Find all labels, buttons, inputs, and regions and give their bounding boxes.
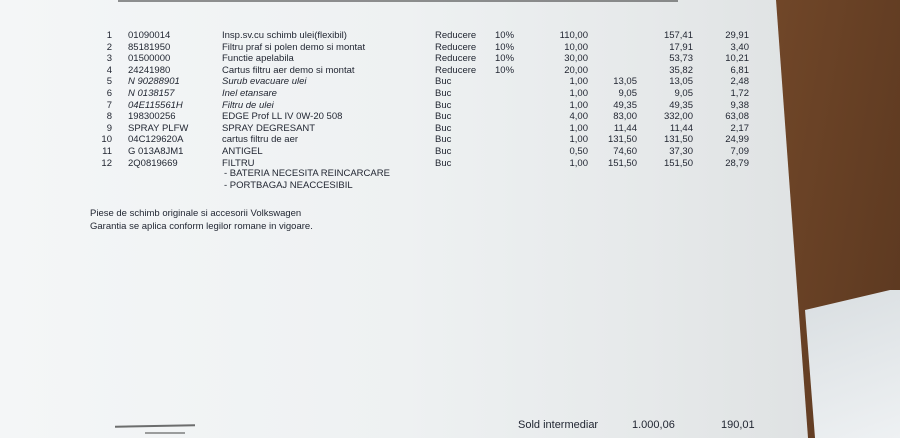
unit-or-discount: Buc: [435, 76, 452, 88]
table-row: [0, 123, 800, 135]
unit-or-discount: Reducere: [435, 30, 477, 41]
quantity-or-value: 110,00: [559, 30, 588, 41]
quantity-or-value: 1,00: [569, 99, 588, 111]
discount-percent: 10%: [495, 30, 515, 41]
table-row: [0, 76, 800, 88]
discount-percent: 10%: [495, 41, 515, 53]
row-index: 12: [101, 157, 112, 169]
net-amount: 332,00: [663, 111, 693, 123]
item-description: ANTIGEL: [222, 146, 263, 157]
vat-amount: 24,99: [725, 134, 749, 146]
subtotal-vat: 190,01: [721, 419, 755, 431]
vat-amount: 2,48: [730, 76, 749, 88]
item-description: Inel etansare: [222, 88, 277, 99]
quantity-or-value: 1,00: [569, 88, 588, 99]
quantity-or-value: 0,50: [569, 146, 588, 157]
vat-amount: 10,21: [725, 53, 749, 65]
discount-percent: 10%: [495, 53, 515, 65]
vat-amount: 29,91: [725, 30, 749, 41]
net-amount: 53,73: [669, 53, 693, 65]
vat-amount: 1,72: [730, 88, 749, 99]
table-row: [0, 30, 800, 42]
unit-or-discount: Buc: [435, 88, 452, 99]
row-index: 7: [106, 99, 112, 111]
net-amount: 49,35: [669, 99, 693, 111]
row-index: 1: [106, 30, 112, 41]
unit-price: 151,50: [607, 157, 637, 169]
quantity-or-value: 1,00: [569, 134, 588, 146]
unit-price: 74,60: [613, 146, 637, 157]
unit-or-discount: Buc: [435, 146, 452, 157]
table-row: [0, 65, 800, 77]
signature-mark: [145, 432, 185, 434]
row-index: 2: [106, 41, 112, 53]
quantity-or-value: 30,00: [564, 53, 588, 65]
net-amount: 11,44: [669, 122, 693, 134]
unit-price: 9,05: [618, 88, 637, 99]
net-amount: 151,50: [663, 157, 693, 169]
header-divider-line: [118, 0, 678, 2]
item-description: Functie apelabila: [222, 53, 294, 65]
row-index: 5: [106, 76, 112, 88]
quantity-or-value: 10,00: [564, 41, 588, 53]
row-index: 9: [106, 122, 112, 134]
table-row: [0, 158, 800, 170]
net-amount: 157,41: [663, 30, 693, 41]
unit-or-discount: Buc: [435, 111, 452, 123]
item-description: cartus filtru de aer: [222, 134, 299, 146]
vat-amount: 7,09: [730, 146, 749, 157]
vat-amount: 3,40: [730, 41, 749, 53]
item-description: SPRAY DEGRESANT: [222, 122, 316, 134]
net-amount: 9,05: [674, 88, 693, 99]
part-code: 04E115561H: [128, 99, 183, 111]
row-index: 6: [106, 88, 112, 99]
vat-amount: 63,08: [725, 111, 749, 123]
row-index: 8: [106, 111, 112, 123]
quantity-or-value: 4,00: [569, 111, 588, 123]
unit-price: 131,50: [607, 134, 637, 146]
note-original-parts: Piese de schimb originale si accesorii Volkswagen: [90, 208, 302, 219]
part-code: SPRAY PLFW: [128, 122, 189, 134]
table-row: [0, 100, 800, 112]
vat-amount: 28,79: [725, 157, 749, 169]
part-code: 01500000: [128, 53, 171, 65]
part-code: 85181950: [128, 41, 171, 53]
unit-price: 13,05: [613, 76, 637, 88]
unit-price: 83,00: [613, 111, 637, 123]
unit-or-discount: Reducere: [435, 53, 477, 65]
table-row: [0, 88, 800, 100]
part-code: N 90288901: [128, 76, 180, 88]
row-index: 10: [101, 134, 112, 146]
unit-or-discount: Buc: [435, 122, 452, 134]
subtotal-label: Sold intermediar: [518, 419, 599, 431]
item-description: FILTRU: [222, 157, 255, 169]
quantity-or-value: 1,00: [569, 122, 588, 134]
part-code: 2Q0819669: [128, 157, 178, 169]
quantity-or-value: 1,00: [569, 76, 588, 88]
unit-or-discount: Reducere: [435, 64, 477, 76]
unit-or-discount: Buc: [435, 157, 452, 169]
row-index: 11: [102, 146, 112, 157]
note-warranty: Garantia se aplica conform legilor romane in vigoare.: [90, 221, 313, 232]
vat-amount: 9,38: [730, 99, 749, 111]
item-description: Surub evacuare ulei: [222, 76, 307, 88]
row-index: 3: [106, 53, 112, 65]
unit-or-discount: Buc: [435, 99, 452, 111]
second-paper-sheet: [805, 290, 900, 438]
table-row: [0, 111, 800, 123]
table-row: [0, 42, 800, 54]
unit-or-discount: Buc: [435, 134, 452, 146]
net-amount: 17,91: [669, 41, 693, 53]
item-description: Filtru de ulei: [222, 99, 274, 111]
table-row: [0, 146, 800, 158]
part-code: 04C129620A: [128, 134, 184, 146]
unit-price: 11,44: [613, 122, 637, 134]
item-description: Cartus filtru aer demo si montat: [222, 64, 355, 76]
discount-percent: 10%: [495, 64, 515, 76]
net-amount: 37,30: [669, 146, 693, 157]
subtotal-amount: 1.000,06: [632, 419, 675, 431]
item-description: Insp.sv.cu schimb ulei(flexibil): [222, 30, 347, 41]
part-code: 24241980: [128, 64, 171, 76]
table-row: [0, 53, 800, 65]
part-code: 198300256: [128, 111, 176, 123]
vat-amount: 6,81: [730, 64, 749, 76]
table-row: [0, 134, 800, 146]
item-description: EDGE Prof LL IV 0W-20 508: [222, 111, 343, 123]
remark-battery: - BATERIA NECESITA REINCARCARE: [224, 168, 390, 179]
quantity-or-value: 20,00: [564, 64, 588, 76]
net-amount: 131,50: [663, 134, 693, 146]
net-amount: 13,05: [669, 76, 693, 88]
quantity-or-value: 1,00: [569, 157, 588, 169]
part-code: N 0138157: [128, 88, 175, 99]
unit-price: 49,35: [613, 99, 637, 111]
remark-trunk: - PORTBAGAJ NEACCESIBIL: [224, 180, 353, 191]
row-index: 4: [106, 64, 112, 76]
item-description: Filtru praf si polen demo si montat: [222, 41, 366, 53]
unit-or-discount: Reducere: [435, 41, 477, 53]
part-code: 01090014: [128, 30, 171, 41]
part-code: G 013A8JM1: [128, 146, 184, 157]
net-amount: 35,82: [669, 64, 693, 76]
vat-amount: 2,17: [730, 122, 749, 134]
